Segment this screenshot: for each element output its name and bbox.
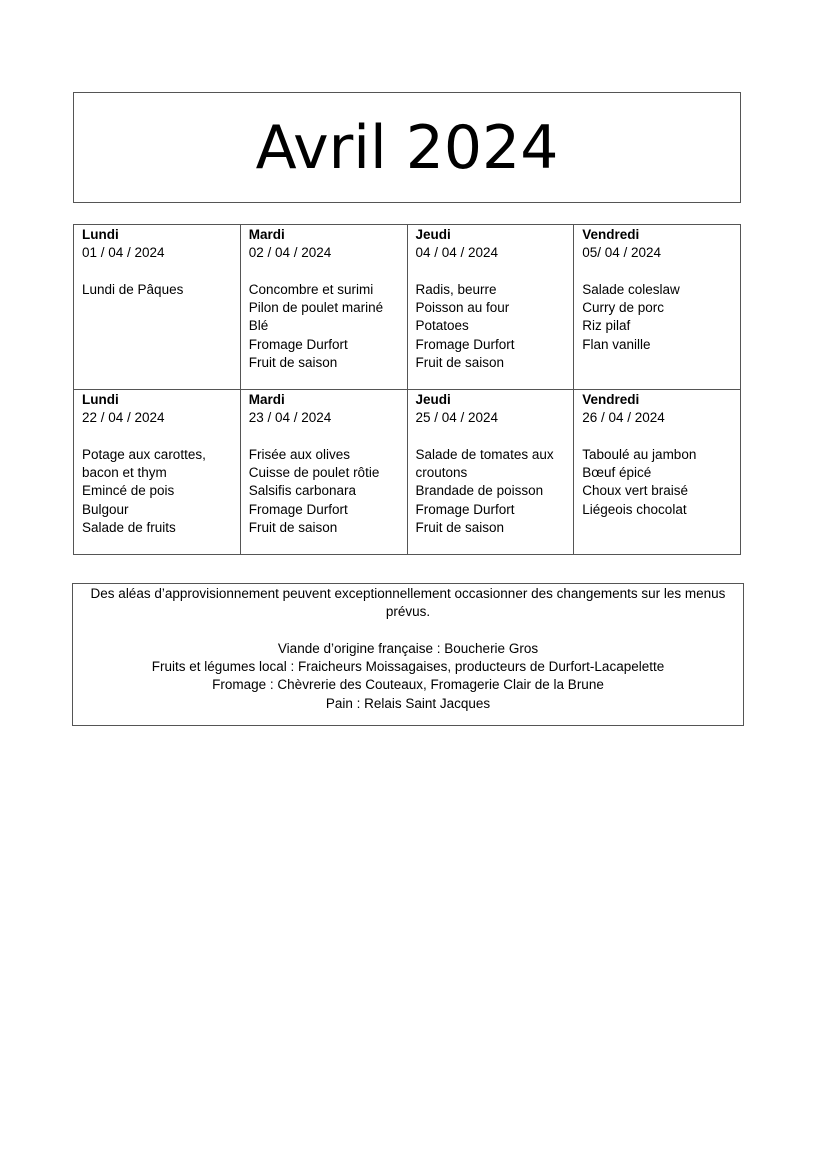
- dish-item: Concombre et surimi: [248, 281, 374, 297]
- dish-list: [416, 446, 566, 537]
- page-title: Avril 2024: [255, 112, 559, 183]
- dish-item: Pilon de poulet mariné: [248, 300, 384, 316]
- dish-item: Fruit de saison: [248, 355, 338, 371]
- dish-item: Curry de porc: [582, 300, 665, 316]
- dish-item: Brandade de poisson: [415, 483, 544, 499]
- day-date: 05/ 04 / 2024: [582, 245, 662, 261]
- dish-item: Lundi de Pâques: [82, 281, 184, 297]
- dish-list: [582, 446, 732, 519]
- source-bread: Pain : Relais Saint Jacques: [325, 695, 491, 711]
- menu-day-cell: [74, 225, 241, 390]
- day-date: 02 / 04 / 2024: [248, 245, 332, 261]
- menu-week-row: [74, 225, 741, 390]
- dish-item: Bœuf épicé: [582, 465, 652, 481]
- disclaimer-text: Des aléas d’approvisionnement peuvent exceptionnellement occasionner des changements sur les menus prévus.: [90, 586, 726, 620]
- day-date: 25 / 04 / 2024: [415, 410, 499, 426]
- dish-item: Cuisse de poulet rôtie: [248, 465, 380, 481]
- day-name: Vendredi: [582, 227, 640, 242]
- day-date: 22 / 04 / 2024: [82, 410, 165, 426]
- day-date: 26 / 04 / 2024: [582, 410, 665, 426]
- day-name: Lundi: [82, 227, 119, 242]
- dish-item: Flan vanille: [582, 336, 651, 352]
- day-date: 23 / 04 / 2024: [248, 410, 332, 426]
- dish-item: Fruit de saison: [415, 520, 505, 536]
- source-cheese: Fromage : Chèvrerie des Couteaux, Fromagerie Clair de la Brune: [212, 677, 604, 693]
- day-date: 04 / 04 / 2024: [415, 245, 499, 261]
- dish-item: Salsifis carbonara: [248, 483, 357, 499]
- title-box: [73, 92, 741, 203]
- dish-list: [249, 446, 399, 537]
- dish-item: Fromage Durfort: [415, 336, 515, 352]
- menu-day-cell: [74, 390, 241, 555]
- dish-list: [82, 281, 232, 299]
- dish-item: Choux vert braisé: [582, 483, 689, 499]
- menu-day-cell: [240, 225, 407, 390]
- day-name: Mardi: [248, 227, 285, 242]
- dish-item: Salade de fruits: [82, 520, 176, 536]
- menu-day-cell: [574, 390, 741, 555]
- day-name: Jeudi: [415, 392, 451, 407]
- menu-day-cell: [240, 390, 407, 555]
- notice-box: [72, 583, 744, 726]
- menu-table: [73, 224, 741, 555]
- notice-spacer: [73, 622, 743, 640]
- dish-item: Emincé de pois: [82, 483, 175, 499]
- dish-item: Blé: [248, 318, 269, 334]
- dish-item: Liégeois chocolat: [582, 501, 687, 517]
- dish-item: Frisée aux olives: [248, 446, 351, 462]
- day-date: 01 / 04 / 2024: [82, 245, 165, 261]
- menu-day-cell: [407, 225, 574, 390]
- dish-item: Fruit de saison: [415, 355, 505, 371]
- dish-item: Radis, beurre: [415, 281, 497, 297]
- day-name: Vendredi: [582, 392, 640, 407]
- day-name: Lundi: [82, 392, 119, 407]
- dish-list: [582, 281, 732, 354]
- dish-item: Fromage Durfort: [415, 501, 515, 517]
- dish-item: Potage aux carottes, bacon et thym: [82, 446, 206, 481]
- dish-item: Fromage Durfort: [248, 336, 348, 352]
- dish-list: [249, 281, 399, 372]
- menu-week-row: [74, 390, 741, 555]
- source-produce: Fruits et légumes local : Fraicheurs Moissagaises, producteurs de Durfort-Lacapelette: [151, 659, 665, 675]
- day-name: Jeudi: [415, 227, 451, 242]
- source-meat: Viande d’origine française : Boucherie Gros: [277, 640, 539, 656]
- dish-item: Salade de tomates aux croutons: [415, 446, 554, 481]
- dish-list: [416, 281, 566, 372]
- dish-item: Potatoes: [415, 318, 469, 334]
- dish-item: Fromage Durfort: [248, 501, 348, 517]
- dish-item: Salade coleslaw: [582, 281, 680, 297]
- dish-item: Taboulé au jambon: [582, 446, 697, 462]
- dish-item: Bulgour: [82, 501, 129, 517]
- dish-item: Poisson au four: [415, 300, 510, 316]
- day-name: Mardi: [248, 392, 285, 407]
- dish-item: Fruit de saison: [248, 520, 338, 536]
- menu-day-cell: [407, 390, 574, 555]
- dish-item: Riz pilaf: [582, 318, 631, 334]
- dish-list: [82, 446, 232, 537]
- menu-day-cell: [574, 225, 741, 390]
